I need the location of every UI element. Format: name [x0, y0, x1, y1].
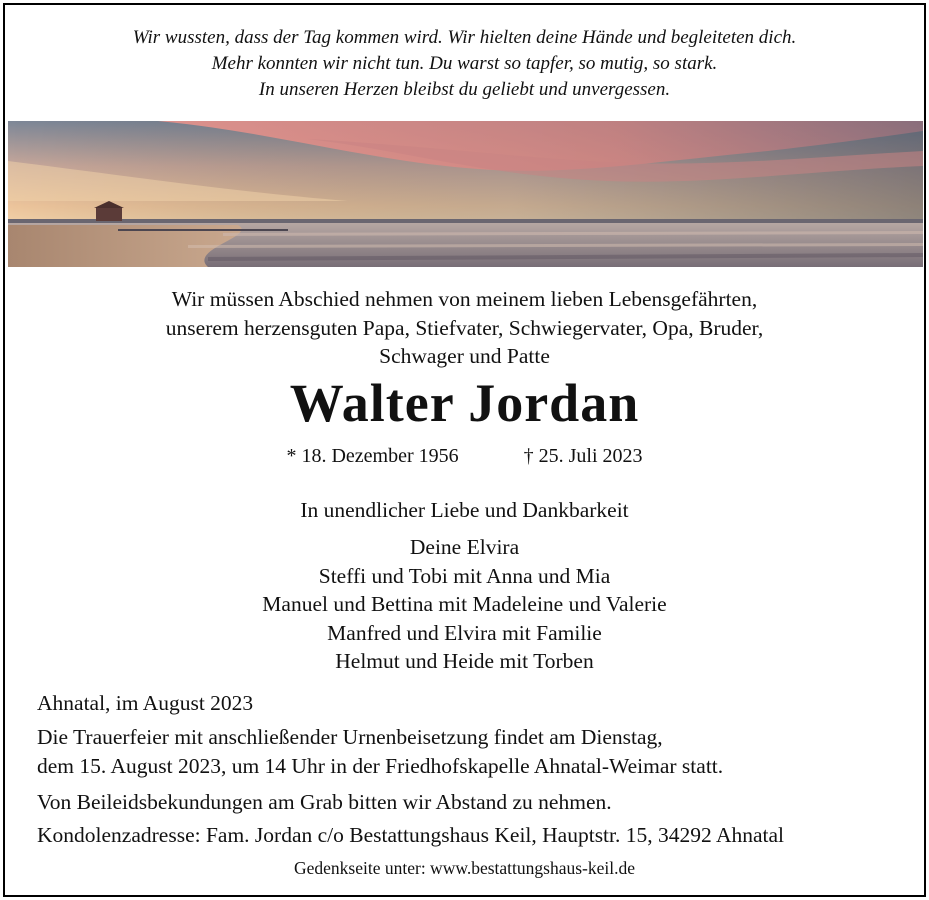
- place-and-date: Ahnatal, im August 2023: [37, 691, 254, 715]
- memorial-website[interactable]: Gedenkseite unter: www.bestattungshaus-keil.de: [294, 858, 635, 878]
- condolence-address: Kondolenzadresse: Fam. Jordan c/o Bestattungshaus Keil, Hauptstr. 15, 34292 Ahnatal: [37, 823, 784, 847]
- ceremony-line: dem 15. August 2023, um 14 Uhr in der Friedhofskapelle Ahnatal-Weimar statt.: [37, 753, 724, 778]
- quote-line: Mehr konnten wir nicht tun. Du warst so tapfer, so mutig, so stark.: [211, 53, 718, 74]
- dedication-line: In unendlicher Liebe und Dankbarkeit: [300, 498, 629, 522]
- ceremony-line: Die Trauerfeier mit anschließender Urnenbeisetzung findet am Dienstag,: [37, 725, 663, 749]
- mourners-list: [5, 533, 924, 676]
- deceased-name: Walter Jordan: [289, 373, 640, 433]
- intro-line: Schwager und Patte: [379, 344, 550, 368]
- memorial-quote: [5, 25, 924, 103]
- funeral-service-info: [37, 723, 907, 780]
- farewell-intro: [5, 285, 924, 371]
- intro-line: Wir müssen Abschied nehmen von meinem lieben Lebensgefährten,: [171, 287, 758, 311]
- beach-sunset-image: [8, 121, 923, 267]
- mourner-entry: Manuel und Bettina mit Madeleine und Valerie: [262, 592, 667, 616]
- mourner-entry: Manfred und Elvira mit Familie: [327, 620, 602, 645]
- mourner-entry: Deine Elvira: [409, 535, 520, 559]
- beach-sunset-photo: [8, 121, 923, 267]
- life-dates: [5, 445, 924, 468]
- condolence-note: Von Beileidsbekundungen am Grab bitten wir Abstand zu nehmen.: [37, 790, 612, 814]
- mourner-entry: Steffi und Tobi mit Anna und Mia: [318, 563, 611, 588]
- mourner-entry: Helmut und Heide mit Torben: [335, 649, 594, 673]
- birth-date: * 18. Dezember 1956: [286, 445, 459, 467]
- intro-line: unserem herzensguten Papa, Stiefvater, Schwiegervater, Opa, Bruder,: [165, 315, 764, 340]
- death-date: † 25. Juli 2023: [523, 445, 643, 467]
- quote-line: Wir wussten, dass der Tag kommen wird. Wir hielten deine Hände und begleiteten dich.: [132, 27, 797, 48]
- obituary-frame: [3, 3, 926, 897]
- quote-line: In unseren Herzen bleibst du geliebt und unvergessen.: [258, 79, 671, 100]
